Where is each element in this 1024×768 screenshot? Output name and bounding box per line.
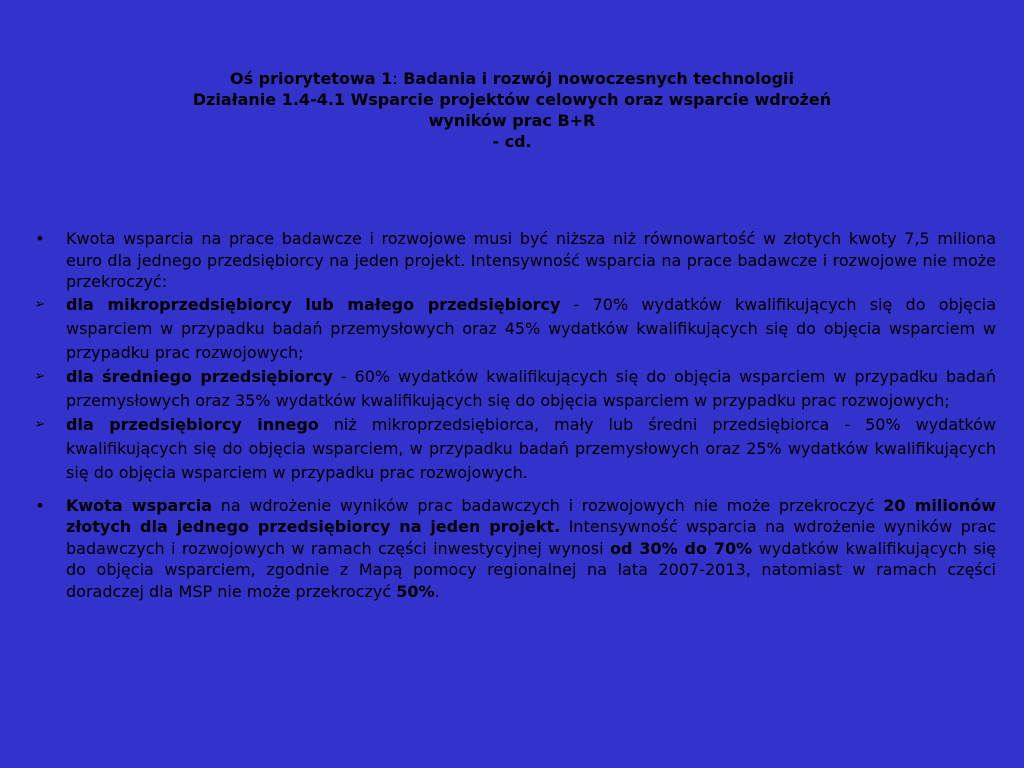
slide-content [28,228,996,602]
title-line-1-part-b: Badania i rozwój nowoczesnych technologii [397,69,795,88]
title-line-2: Działanie 1.4-4.1 Wsparcie projektów celowych oraz wsparcie wdrożeń [192,90,832,109]
bullet-bold-3: od 30% do 70% [609,538,753,558]
bullet-text: Kwota wsparcia na prace badawcze i rozwojowe musi być niższa niż równowartość w złotych kwoty 7,5 miliona euro dla jednego przedsiębiorcy na jeden projekt. Intensywność wsparcia na prace badawcze i rozwojowe nie może przekroczyć: [66,229,996,291]
title-line-1 [60,68,964,89]
bullet-bold-4: 50% [396,581,435,601]
title-line-4: - cd. [492,132,532,151]
bullet-icon: • [35,229,45,248]
bullet-bold-2: 20 milionów złotych dla jednego przedsiębiorcy na jeden projekt. [66,495,996,536]
bullet-text-2: Intensywność wsparcia na wdrożenie wyników prac badawczych i rozwojowych w ramach części inwestycyjnej wynosi [66,517,996,558]
title-line-1-part-a: Oś priorytetowa 1 [229,69,393,88]
arrow-item-micro-small [28,293,996,365]
arrow-item-text: - 70% wydatków kwalifikujących się do objęcia wsparciem w przypadku badań przemysłowych oraz 45% wydatków kwalifikujących się do objęcia wsparciem w przypadku prac rozwojowych; [66,294,996,362]
arrow-icon: ➢ [34,368,46,384]
arrow-icon: ➢ [34,296,46,312]
slide-title [60,68,964,152]
arrow-item-bold: dla przedsiębiorcy innego [66,414,319,434]
arrow-item-text: - 60% wydatków kwalifikujących się do objęcia wsparciem w przypadku badań przemysłowych oraz 35% wydatków kwalifikujących się do objęcia wsparciem w przypadku prac rozwojowych; [66,366,997,410]
arrow-item-medium [28,365,996,413]
arrow-item-other [28,413,996,485]
bullet-icon: • [35,495,45,515]
arrow-icon: ➢ [34,416,46,432]
arrow-item-bold: dla mikroprzedsiębiorcy lub małego przedsiębiorcy [66,294,561,314]
bullet-text-1: na wdrożenie wyników prac badawczych i rozwojowych nie może przekroczyć [212,495,884,515]
title-line-3: wyników prac B+R [428,111,596,130]
bullet-bold-1: Kwota wsparcia [66,495,212,515]
bullet-item-funding-implementation [28,495,996,603]
arrow-item-bold: dla średniego przedsiębiorcy [66,366,333,386]
spacer [28,485,996,495]
arrow-item-text: niż mikroprzedsiębiorca, mały lub średni przedsiębiorca - 50% wydatków kwalifikujących się do objęcia wsparciem, w przypadku badań przemysłowych oraz 25% wydatków kwalifikujących się do objęcia wsparciem w przypadku prac rozwojowych. [66,414,996,482]
bullet-item-funding-rd [28,228,996,293]
bullet-text-4: . [434,581,440,601]
bullet-text-3: wydatków kwalifikujących się do objęcia wsparciem, zgodnie z Mapą pomocy regionalnej na lata 2007-2013, natomiast w ramach części doradczej dla MSP nie może przekroczyć [66,538,997,601]
title-colon: : [392,69,398,88]
